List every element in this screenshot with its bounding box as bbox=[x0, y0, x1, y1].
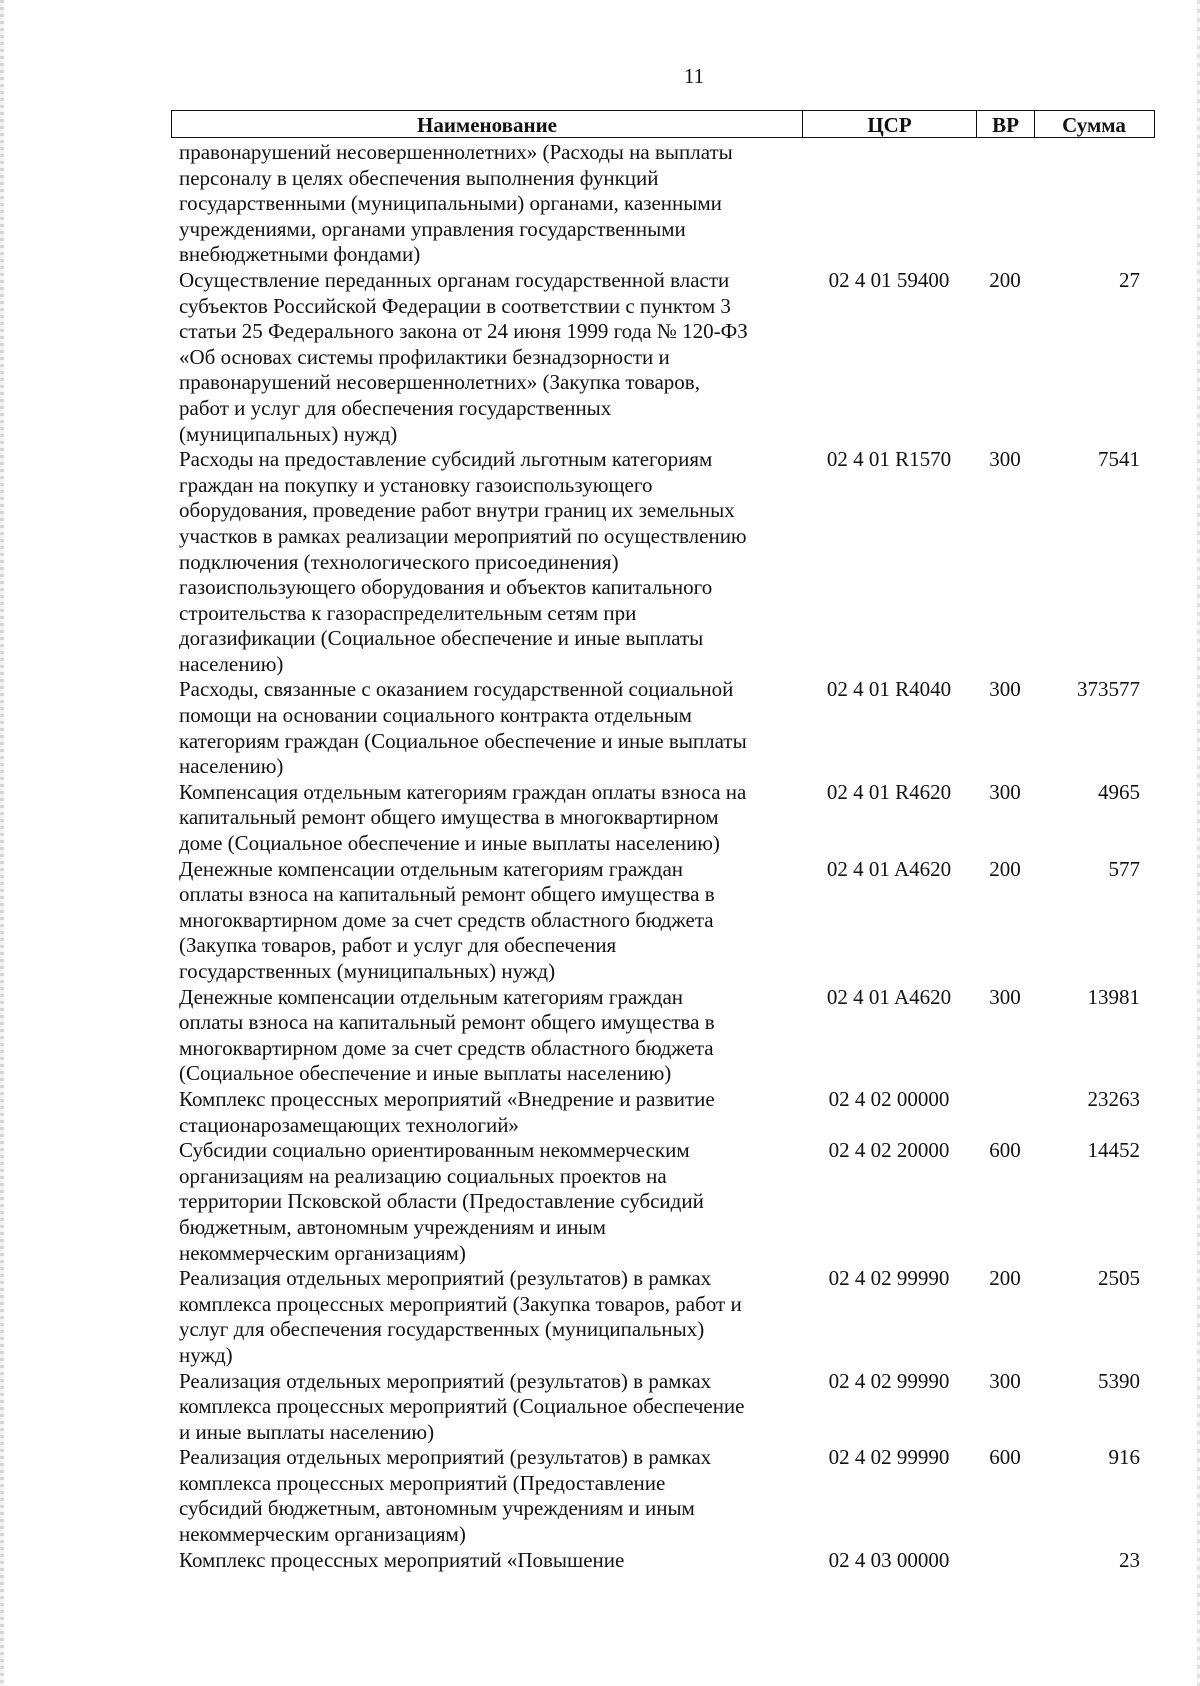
row-vr: 200 bbox=[989, 267, 1021, 292]
row-csr: 02 4 03 00000 bbox=[828, 1547, 950, 1572]
row-sum: 2505 bbox=[1098, 1266, 1140, 1291]
row-sum: 27 bbox=[1119, 267, 1140, 292]
row-sum: 13981 bbox=[1087, 984, 1140, 1009]
row-csr: 02 4 01 R4040 bbox=[826, 677, 952, 702]
row-csr: 02 4 02 99990 bbox=[828, 1368, 950, 1393]
row-vr: 300 bbox=[989, 1368, 1021, 1393]
row-sum: 916 bbox=[1108, 1445, 1140, 1470]
row-vr: 200 bbox=[989, 856, 1021, 881]
row-sum: 5390 bbox=[1098, 1368, 1140, 1393]
table-row bbox=[171, 1548, 1155, 1574]
row-sum: 577 bbox=[1108, 856, 1140, 881]
table-row bbox=[171, 985, 1155, 1087]
row-sum: 14452 bbox=[1087, 1138, 1140, 1163]
row-csr bbox=[802, 140, 976, 268]
row-vr: 300 bbox=[989, 447, 1021, 472]
row-sum: 7541 bbox=[1098, 447, 1140, 472]
row-vr: 300 bbox=[989, 779, 1021, 804]
row-sum: 4965 bbox=[1098, 779, 1140, 804]
row-name: Компенсация отдельным категориям граждан оплаты взноса на капитальный ремонт общего имущества в многоквартирном доме (Социальное обеспечение и иные выплаты населению) bbox=[179, 779, 747, 856]
row-vr: 300 bbox=[989, 984, 1021, 1009]
header-csr: ЦСР bbox=[803, 111, 977, 137]
header-vr: ВР bbox=[977, 111, 1035, 137]
row-csr: 02 4 02 00000 bbox=[828, 1086, 950, 1111]
row-vr: 300 bbox=[989, 677, 1021, 702]
table-row bbox=[171, 268, 1155, 447]
row-csr: 02 4 02 20000 bbox=[828, 1138, 950, 1163]
header-name: Наименование bbox=[172, 111, 803, 137]
row-csr: 02 4 02 99990 bbox=[828, 1266, 950, 1291]
row-sum: 23263 bbox=[1087, 1086, 1140, 1111]
row-csr: 02 4 01 A4620 bbox=[826, 856, 952, 881]
row-vr: 200 bbox=[989, 1266, 1021, 1291]
row-name: Комплекс процессных мероприятий «Внедрение и развитие стационарозамещающих технологий» bbox=[179, 1086, 715, 1137]
table-row bbox=[171, 447, 1155, 677]
row-name: Реализация отдельных мероприятий (результатов) в рамках комплекса процессных мероприятий (Социальное обеспечение и иные выплаты населению) bbox=[179, 1368, 745, 1444]
row-name: Комплекс процессных мероприятий «Повышение bbox=[179, 1547, 625, 1572]
row-vr bbox=[976, 1548, 1034, 1574]
row-name: Денежные компенсации отдельным категориям граждан оплаты взноса на капитальный ремонт общего имущества в многоквартирном доме за счет средств областного бюджета (Закупка товаров, работ и услуг для обеспечения государственных (муниципальных) нужд) bbox=[179, 856, 715, 983]
table-row bbox=[171, 140, 1155, 268]
row-name: Субсидии социально ориентированным некоммерческим организациям на реализацию социальных проектов на территории Псковской области (Предоставление субсидий бюджетным, автономным учреждениям и иным некоммерческим организациям) bbox=[179, 1138, 704, 1265]
table-row bbox=[171, 677, 1155, 779]
table-row bbox=[171, 1266, 1155, 1368]
table-row bbox=[171, 857, 1155, 985]
row-name: правонарушений несовершеннолетних» (Расходы на выплаты персоналу в целях обеспечения выполнения функций государственными (муниципальными) органами, казенными учреждениями, органами управления государственными внебюджетными фондами) bbox=[179, 140, 733, 267]
row-vr: 600 bbox=[989, 1445, 1021, 1470]
row-name: Расходы на предоставление субсидий льготным категориям граждан на покупку и установку газоиспользующего оборудования, проведение работ внутри границ их земельных участков в рамках реализации мероприятий по осуществлению подключения (технологического присоединения) газоиспользующего оборудования и объектов капитального строительства к газораспределительным сетям при догазификации (Социальное обеспечение и иные выплаты населению) bbox=[179, 447, 747, 676]
table-row bbox=[171, 1138, 1155, 1266]
row-csr: 02 4 01 R1570 bbox=[826, 447, 952, 472]
table-row bbox=[171, 780, 1155, 857]
table-row bbox=[171, 1369, 1155, 1446]
row-csr: 02 4 02 99990 bbox=[828, 1445, 950, 1470]
row-name: Осуществление переданных органам государственной власти субъектов Российской Федерации в соответствии с пунктом 3 статьи 25 Федерального закона от 24 июня 1999 года № 120-ФЗ «Об основах системы профилактики безнадзорности и правонарушений несовершеннолетних» (Закупка товаров, работ и услуг для обеспечения государственных (муниципальных) нужд) bbox=[179, 267, 748, 446]
row-name: Расходы, связанные с оказанием государственной социальной помощи на основании социального контракта отдельным категориям граждан (Социальное обеспечение и иные выплаты населению) bbox=[179, 677, 747, 779]
table-header bbox=[171, 110, 1155, 138]
page-number: 11 bbox=[683, 64, 705, 88]
scan-left-edge bbox=[0, 0, 4, 1686]
budget-table bbox=[171, 110, 1155, 1573]
row-sum: 23 bbox=[1119, 1547, 1140, 1572]
row-name: Реализация отдельных мероприятий (результатов) в рамках комплекса процессных мероприятий (Предоставление субсидий бюджетным, автономным учреждениям и иным некоммерческим организациям) bbox=[179, 1445, 712, 1547]
row-csr: 02 4 01 R4620 bbox=[826, 779, 952, 804]
row-csr: 02 4 01 A4620 bbox=[826, 984, 952, 1009]
header-sum: Сумма bbox=[1062, 113, 1126, 137]
row-sum bbox=[1034, 140, 1152, 268]
row-vr: 600 bbox=[989, 1138, 1021, 1163]
table-body bbox=[171, 140, 1155, 1573]
table-row bbox=[171, 1445, 1155, 1547]
row-vr bbox=[976, 140, 1034, 268]
row-vr bbox=[976, 1087, 1034, 1138]
row-csr: 02 4 01 59400 bbox=[828, 267, 950, 292]
row-name: Денежные компенсации отдельным категориям граждан оплаты взноса на капитальный ремонт общего имущества в многоквартирном доме за счет средств областного бюджета (Социальное обеспечение и иные выплаты населению) bbox=[179, 984, 715, 1086]
row-name: Реализация отдельных мероприятий (результатов) в рамках комплекса процессных мероприятий (Закупка товаров, работ и услуг для обеспечения государственных (муниципальных) нужд) bbox=[179, 1266, 742, 1367]
row-sum: 373577 bbox=[1077, 677, 1140, 702]
table-row bbox=[171, 1087, 1155, 1138]
